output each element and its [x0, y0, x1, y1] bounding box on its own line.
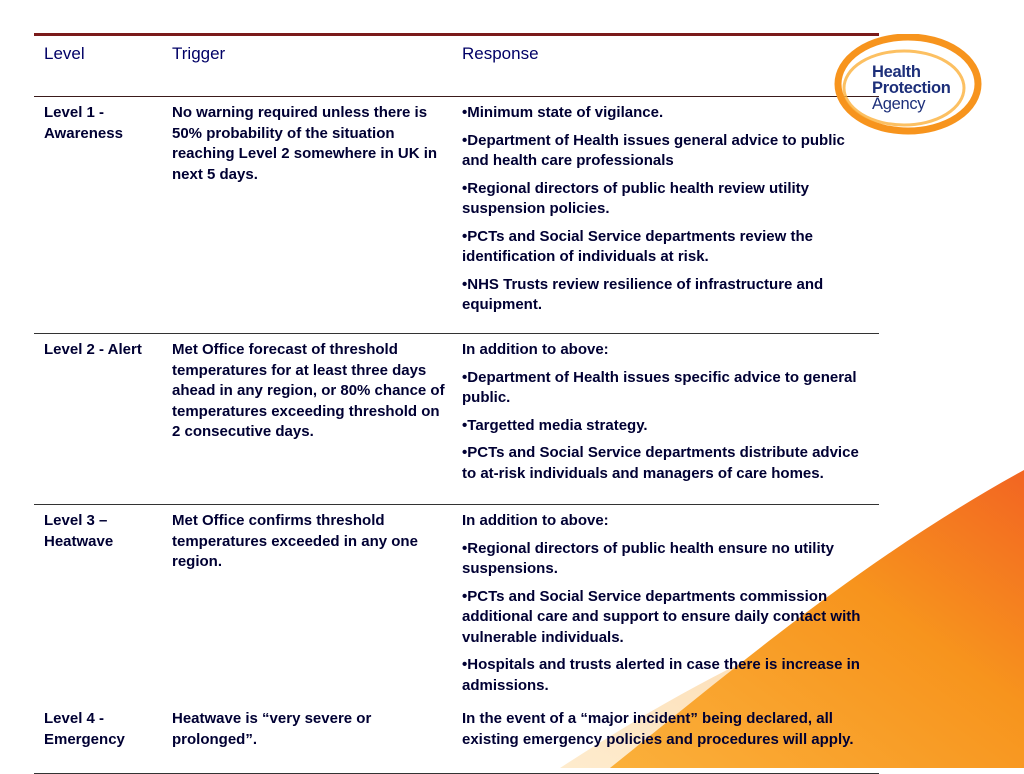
table-row	[34, 334, 879, 505]
response-text: Regional directors of public health review utility suspension policies.	[462, 179, 809, 217]
bullet-icon: •	[462, 656, 468, 673]
response-item	[462, 416, 873, 437]
table-header-row	[34, 35, 879, 97]
response-cell	[452, 505, 879, 704]
response-item: In addition to above:	[462, 341, 609, 358]
response-text: Targetted media strategy.	[467, 416, 648, 434]
response-cell	[452, 703, 879, 773]
bullet-icon: •	[462, 587, 468, 605]
header-trigger: Trigger	[162, 35, 452, 97]
response-text: PCTs and Social Service departments review the identification of individuals at risk.	[462, 227, 813, 265]
response-item	[462, 655, 873, 696]
bullet-icon: •	[462, 227, 468, 245]
response-item	[462, 131, 873, 172]
response-item: In the event of a “major incident” being declared, all existing emergency policies and procedures will apply.	[462, 710, 854, 748]
bullet-icon: •	[462, 368, 468, 386]
bullet-icon: •	[462, 131, 468, 149]
trigger-cell: Met Office forecast of threshold temperatures for at least three days ahead in any region, or 80% chance of temperatures exceeding threshold on 2 consecutive days.	[162, 334, 452, 505]
response-item	[462, 539, 873, 580]
header-response: Response	[452, 35, 879, 97]
level-cell: Level 4 - Emergency	[34, 703, 162, 773]
health-protection-agency-logo	[832, 34, 982, 136]
bullet-icon: •	[462, 179, 468, 197]
bullet-icon: •	[462, 444, 468, 461]
response-item	[462, 227, 873, 268]
response-text: Hospitals and trusts alerted in case there is increase in admissions.	[462, 656, 860, 694]
header-level: Level	[34, 35, 162, 97]
logo-line-health: Health	[872, 63, 921, 81]
trigger-cell: Heatwave is “very severe or prolonged”.	[162, 703, 452, 773]
response-item	[462, 443, 873, 484]
bullet-icon: •	[462, 539, 468, 557]
response-item: In addition to above:	[462, 512, 609, 529]
response-text: Department of Health issues specific advice to general public.	[462, 368, 857, 406]
response-text: Regional directors of public health ensure no utility suspensions.	[462, 539, 834, 577]
bullet-icon: •	[462, 275, 468, 293]
heatwave-levels-table	[34, 33, 879, 774]
level-cell: Level 3 – Heatwave	[44, 512, 114, 550]
response-text: PCTs and Social Service departments commission additional care and support to ensure daily contact with vulnerable individuals.	[462, 587, 861, 646]
response-item	[462, 275, 873, 316]
response-text: PCTs and Social Service departments distribute advice to at-risk individuals and managers of care homes.	[462, 444, 859, 482]
logo-line-agency: Agency	[872, 95, 926, 113]
response-cell	[452, 334, 879, 505]
response-item	[462, 368, 873, 409]
response-text: NHS Trusts review resilience of infrastructure and equipment.	[462, 275, 824, 313]
response-cell	[452, 97, 879, 334]
level-cell: Level 1 - Awareness	[34, 97, 162, 334]
trigger-cell: No warning required unless there is 50% probability of the situation reaching Level 2 somewhere in UK in next 5 days.	[162, 97, 452, 334]
table-row	[34, 505, 879, 704]
table-row	[34, 97, 879, 334]
table-row	[34, 703, 879, 773]
response-item	[462, 587, 873, 649]
response-text: Department of Health issues general advice to public and health care professionals	[462, 131, 845, 169]
response-item	[462, 179, 873, 220]
bullet-icon: •	[462, 416, 468, 434]
response-item: •Minimum state of vigilance.	[462, 104, 664, 121]
trigger-cell: Met Office confirms threshold temperatures exceeded in any one region.	[172, 512, 418, 570]
level-cell: Level 2 - Alert	[34, 334, 162, 505]
logo-line-protection: Protection	[872, 79, 951, 97]
